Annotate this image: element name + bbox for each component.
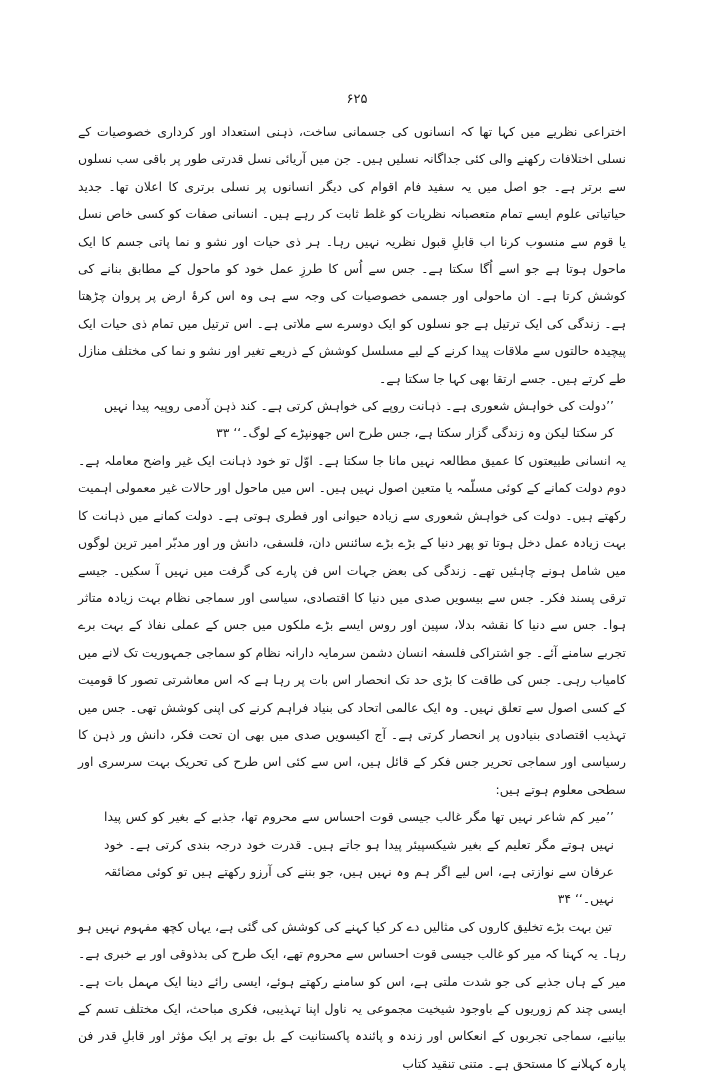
block-quote: ’’میر کم شاعر نہیں تھا مگر غالب جیسی قوت احساس سے محروم تھا، جذبے کے بغیر کو کس پیدا نہیں ہوتے مگر تعلیم کے بغیر شیکسپیئر پیدا ہو جاتے ہیں۔ قدرت خود درجہ بندی کرتی ہے۔ خود عرفان سے نوازتی ہے، اس لیے اگر ہم وہ نہیں ہیں، جو بننے کی آرزو رکھتے ہیں تو کوئی مضائقہ نہیں۔‘‘ ۳۴ bbox=[104, 809, 614, 907]
page-number: ۶۲۵ bbox=[346, 92, 368, 107]
block-quote: ’’دولت کی خواہش شعوری ہے۔ ذہانت روپے کی خواہش کرتی ہے۔ کند ذہن آدمی روپیہ پیدا نہیں کر سکتا لیکن وہ زندگی گزار سکتا ہے، جس طرح اس جھونپڑے کے لوگ۔‘‘ ۳۳ bbox=[104, 398, 614, 441]
paragraph: تین بہت بڑے تخلیق کاروں کی مثالیں دے کر کیا کہنے کی کوشش کی گئی ہے، یہاں کچھ مفہوم نہیں ہو رہا۔ یہ کہنا کہ میر کو غالب جیسی قوت احساس سے محروم تھے، ایک طرح کی بدذوقی اور بے خبری ہے۔ میر کے ہاں جذبے کی جو شدت ملتی ہے، اس کو سامنے رکھتے ہوئے، ایسی رائے دینا ایک مہمل بات ہے۔ ایسی چند کم زوریوں کے باوجود شیخیت مجموعی یہ ناول اپنا تہذیبی، فکری مباحث، ایک مختلف تسم کے بیانیے، سماجی تجربوں کے انعکاس اور زندہ و پائندہ پاکستانیت کے بل بوتے پر ایک مؤثر اور قابلِ قدر فن پارہ کہلانے کا مستحق ہے۔ متنی تنقید کتاب bbox=[78, 918, 626, 1071]
body-text bbox=[78, 118, 627, 1071]
paragraph: یہ انسانی طبیعتوں کا عمیق مطالعہ نہیں مانا جا سکتا ہے۔ اوّل تو خود ذہانت ایک غیر واضح معاملہ ہے۔ دوم دولت کمانے کے کوئی مسلّمہ یا متعین اصول نہیں ہیں۔ اس میں ماحول اور حالات غیر معمولی اہمیت رکھتے ہیں۔ دولت کی خواہش شعوری سے زیادہ حیوانی اور فطری ہوتی ہے۔ دولت کمانے میں ذہانت کا بہت زیادہ عمل دخل ہوتا تو پھر دنیا کے بڑے بڑے سائنس دان، فلسفی، دانش ور اور مدبّر امیر ترین لوگوں میں شامل ہونے چاہئیں تھے۔ زندگی کی بعض جہات اس فن پارے کی گرفت میں نہیں آ سکیں۔ جیسے ترقی پسند فکر۔ جس سے بیسویں صدی میں دنیا کا اقتصادی، سیاسی اور سماجی نظام بہت زیادہ متاثر ہوا۔ جس سے دنیا کا نقشہ بدلا، سپین اور روس ایسے بڑے ملکوں میں جس کے عملی نفاذ کے بہت برے تجربے سامنے آئے۔ جو اشتراکی فلسفہ انسان دشمن سرمایہ دارانہ نظام کو سماجی جمہوریت تک لانے میں کامیاب رہی۔ جس کی طاقت کا بڑی حد تک انحصار اس بات پر رہا ہے کہ اس معاشرتی تصور کا قومیت کے کسی اصول سے تعلق نہیں۔ وہ ایک عالمی اتحاد کی بنیاد فراہم کرنے کی اپنی کوشش تھی۔ جس میں تہذیب اقتصادی بنیادوں پر انحصار کرتی ہے۔ آج اکیسویں صدی میں بھی ان تحت فکر، دانش ور ذہن کا رسیاسی اور سماجی تحریر جس فکر کے قائل ہیں، اس سے کئی اس طرح کی تحریک بہت سرسری اور سطحی معلوم ہوتے ہیں: bbox=[78, 452, 627, 797]
paragraph: اختراعی نظریے میں کہا تھا کہ انسانوں کی جسمانی ساخت، ذہنی استعداد اور کرداری خصوصیات کے نسلی اختلافات رکھنے والی کئی جداگانہ نسلیں ہیں۔ جن میں آریائی نسل قدرتی طور پر باقی سب نسلوں سے برتر ہے۔ جو اصل میں یہ سفید فام اقوام کی دیگر انسانوں پر نسلی برتری کا اعلان تھا۔ جدید حیاتیاتی علوم ایسے تمام متعصبانہ نظریات کو غلط ثابت کر رہے ہیں۔ انسانی صفات کو کسی خاص نسل یا قوم سے منسوب کرنا اب قابلِ قبول نظریہ نہیں رہا۔ ہر ذی حیات اور نشو و نما پاتی جسم کا ایک ماحول ہوتا ہے جو اسے اُگا سکتا ہے۔ جس سے اُس کا طرزِ عمل خود کو ماحول کے مطابق بنانے کی کوشش کرتا ہے۔ ان ماحولی اور جسمی خصوصیات کی وجہ سے ہی وہ اس کرۂ ارض پر پروان چڑھتا ہے۔ زندگی کی ایک ترتیل ہے جو نسلوں کو ایک دوسرے سے ملاتی ہے۔ اس ترتیل میں تمام ذی حیات ایک پیچیدہ حالتوں سے ملاقات پیدا کرنے کے لیے مسلسل کوشش کے ذریعے تغیر اور نشو و نما کی مختلف منازل طے کرتے ہیں۔ جسے ارتقا بھی کہا جا سکتا ہے۔ bbox=[78, 124, 626, 386]
